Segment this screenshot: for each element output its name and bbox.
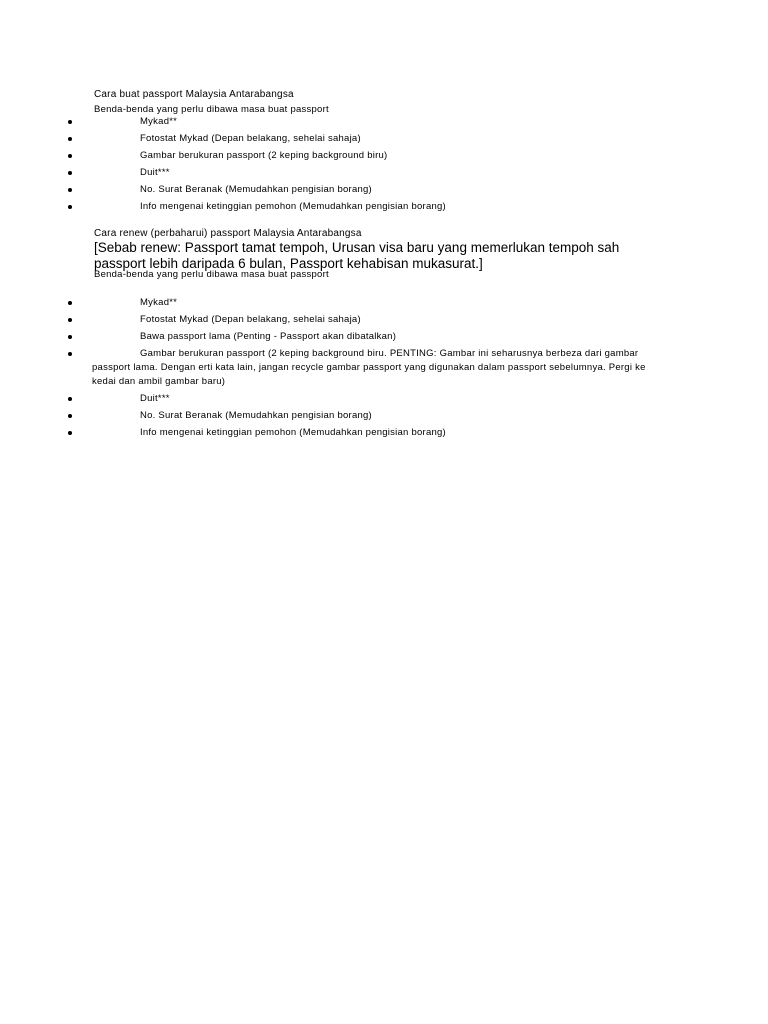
section2-title: Cara renew (perbaharui) passport Malaysia Antarabangsa [94,228,362,239]
bullet-icon [68,335,72,339]
renew-reason-note: [Sebab renew: Passport tamat tempoh, Urusan visa baru yang memerlukan tempoh sah passport lebih daripada 6 bulan, Passport kehabisan mukasurat.] [94,240,620,271]
list-item: Gambar berukuran passport (2 keping background biru) [0,149,768,163]
bullet-icon [68,431,72,435]
list-item: Duit*** [0,166,768,180]
bullet-icon [68,188,72,192]
list-item: Gambar berukuran passport (2 keping background biru. PENTING: Gambar ini seharusnya berbeza dari gambar passport lama. Dengan erti kata lain, jangan recycle gambar passport yang digunakan dalam passport sebelumnya. Pergi ke kedai dan ambil gambar baru) [0,347,672,389]
list-item: No. Surat Beranak (Memudahkan pengisian borang) [0,183,768,197]
section2-list [0,296,768,440]
bullet-icon [68,318,72,322]
section2-subtitle: Benda-benda yang perlu dibawa masa buat passport [94,269,329,280]
list-item: Info mengenai ketinggian pemohon (Memudahkan pengisian borang) [0,426,768,440]
bullet-icon [68,171,72,175]
list-item: Fotostat Mykad (Depan belakang, sehelai sahaja) [0,313,768,327]
bullet-icon [68,154,72,158]
bullet-icon [68,397,72,401]
list-item: Info mengenai ketinggian pemohon (Memudahkan pengisian borang) [0,200,768,214]
bullet-icon [68,120,72,124]
list-item: Mykad** [0,296,768,310]
list-item: Bawa passport lama (Penting - Passport akan dibatalkan) [0,330,768,344]
bullet-icon [68,352,72,356]
bullet-icon [68,301,72,305]
list-item: Duit*** [0,392,768,406]
section1-list [0,115,768,214]
bullet-icon [68,137,72,141]
list-item: No. Surat Beranak (Memudahkan pengisian borang) [0,409,768,423]
list-item: Fotostat Mykad (Depan belakang, sehelai sahaja) [0,132,768,146]
section1-title: Cara buat passport Malaysia Antarabangsa [94,89,294,100]
bullet-icon [68,414,72,418]
section1-subtitle: Benda-benda yang perlu dibawa masa buat passport [94,104,329,115]
list-item: Mykad** [0,115,768,129]
bullet-icon [68,205,72,209]
